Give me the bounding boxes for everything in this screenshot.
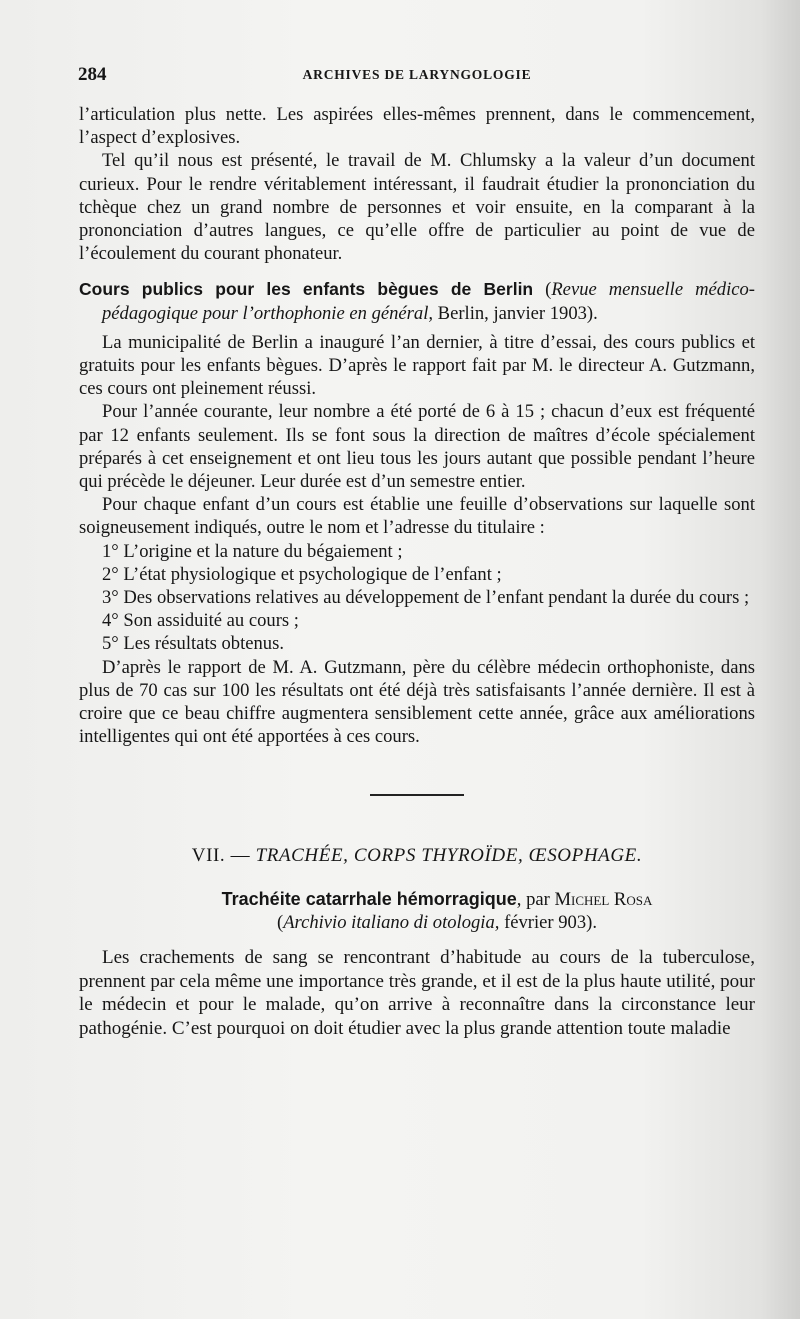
list-item: 4° Son assiduité au cours ; bbox=[102, 610, 299, 632]
page-number: 284 bbox=[78, 64, 107, 85]
article2-source-date: février 903). bbox=[499, 911, 597, 933]
source-open: ( bbox=[276, 911, 284, 933]
section-divider bbox=[370, 794, 464, 796]
paragraph-continued: l’articulation plus nette. Les aspirées elles-mêmes prennent, dans le commencement, l’aspect d’explosives. bbox=[79, 104, 755, 149]
source-open: ( bbox=[533, 279, 552, 301]
article-source-date: Berlin, janvier 1903). bbox=[433, 302, 598, 324]
article2-author: Michel Rosa bbox=[554, 888, 653, 910]
article-title: Cours publics pour les enfants bègues de Berlin bbox=[79, 279, 534, 300]
article2-source-journal: Archivio italiano di otologia, bbox=[283, 911, 500, 933]
article2-paragraph-1: Les crachements de sang se rencontrant d’habitude au cours de la tuberculose, prennent par cela même une importance très grande, et il est de la plus haute utilité, pour le médecin et pour le malade, qu’on arrive à reconnaître dans la circonstance leur pathogénie. C’est pourquoi on doit étudier avec la plus grande attention toute maladie bbox=[79, 947, 755, 1039]
article-paragraph-3: Pour chaque enfant d’un cours est établie une feuille d’observations sur laquelle sont soigneusement indiqués, outre le nom et l’adresse du titulaire : bbox=[79, 494, 755, 539]
page-body bbox=[79, 103, 755, 1040]
list-item: 1° L’origine et la nature du bégaiement ; bbox=[102, 540, 403, 562]
page-header bbox=[78, 64, 756, 86]
article2-title: Trachéite catarrhale hémorragique bbox=[221, 888, 517, 909]
article-heading bbox=[79, 278, 755, 324]
list-item: 5° Les résultats obtenus. bbox=[102, 633, 284, 655]
article2-by: , par bbox=[516, 888, 555, 910]
article-source-journal: Revue mensuelle médico-pédagogique pour l’orthophonie en général, bbox=[102, 279, 755, 324]
article2-heading bbox=[119, 888, 755, 911]
paragraph-chlumsky: Tel qu’il nous est présenté, le travail de M. Chlumsky a la valeur d’un document curieux. Pour le rendre véritablement intéressant, il faudrait étudier la prononciation du tchèque chez un grand nombre de personnes et voir ensuite, en la comparant à la prononciation d’autres langues, ce qu’elle offre de particulier au point de vue de l’écoulement du courant phonateur. bbox=[79, 150, 755, 265]
article-paragraph-4: D’après le rapport de M. A. Gutzmann, père du célèbre médecin orthophoniste, dans plus de 70 cas sur 100 les résultats ont été déjà très satisfaisants l’année dernière. Il est à croire que ce beau chiffre augmentera sensiblement cette année, grâce aux améliorations intelligentes qui ont été apportées à ces cours. bbox=[79, 656, 755, 748]
article-paragraph-2: Pour l’année courante, leur nombre a été porté de 6 à 15 ; chacun d’eux est fréquenté par 12 enfants seulement. Ils se font sous la direction de maîtres d’école spécialement préparés à cet enseignement et ont lieu tous les jours autant que possible pendant l’heure qui précède le déjeuner. Leur durée est d’un semestre entier. bbox=[79, 401, 755, 493]
list-item: 3° Des observations relatives au développement de l’enfant pendant la durée du cours ; bbox=[102, 587, 750, 609]
article2-source bbox=[119, 911, 755, 934]
section-number: VII. — bbox=[191, 845, 256, 867]
article-paragraph-1: La municipalité de Berlin a inauguré l’an dernier, à titre d’essai, des cours publics et gratuits pour les enfants bègues. D’après le rapport fait par M. le directeur A. Gutzmann, ces cours ont pleinement réussi. bbox=[79, 331, 755, 400]
section-heading bbox=[79, 844, 755, 867]
section-title: TRACHÉE, CORPS THYROÏDE, ŒSOPHAGE. bbox=[255, 845, 643, 867]
list-item: 2° L’état physiologique et psychologique de l’enfant ; bbox=[102, 563, 502, 585]
running-title: ARCHIVES DE LARYNGOLOGIE bbox=[302, 67, 532, 82]
